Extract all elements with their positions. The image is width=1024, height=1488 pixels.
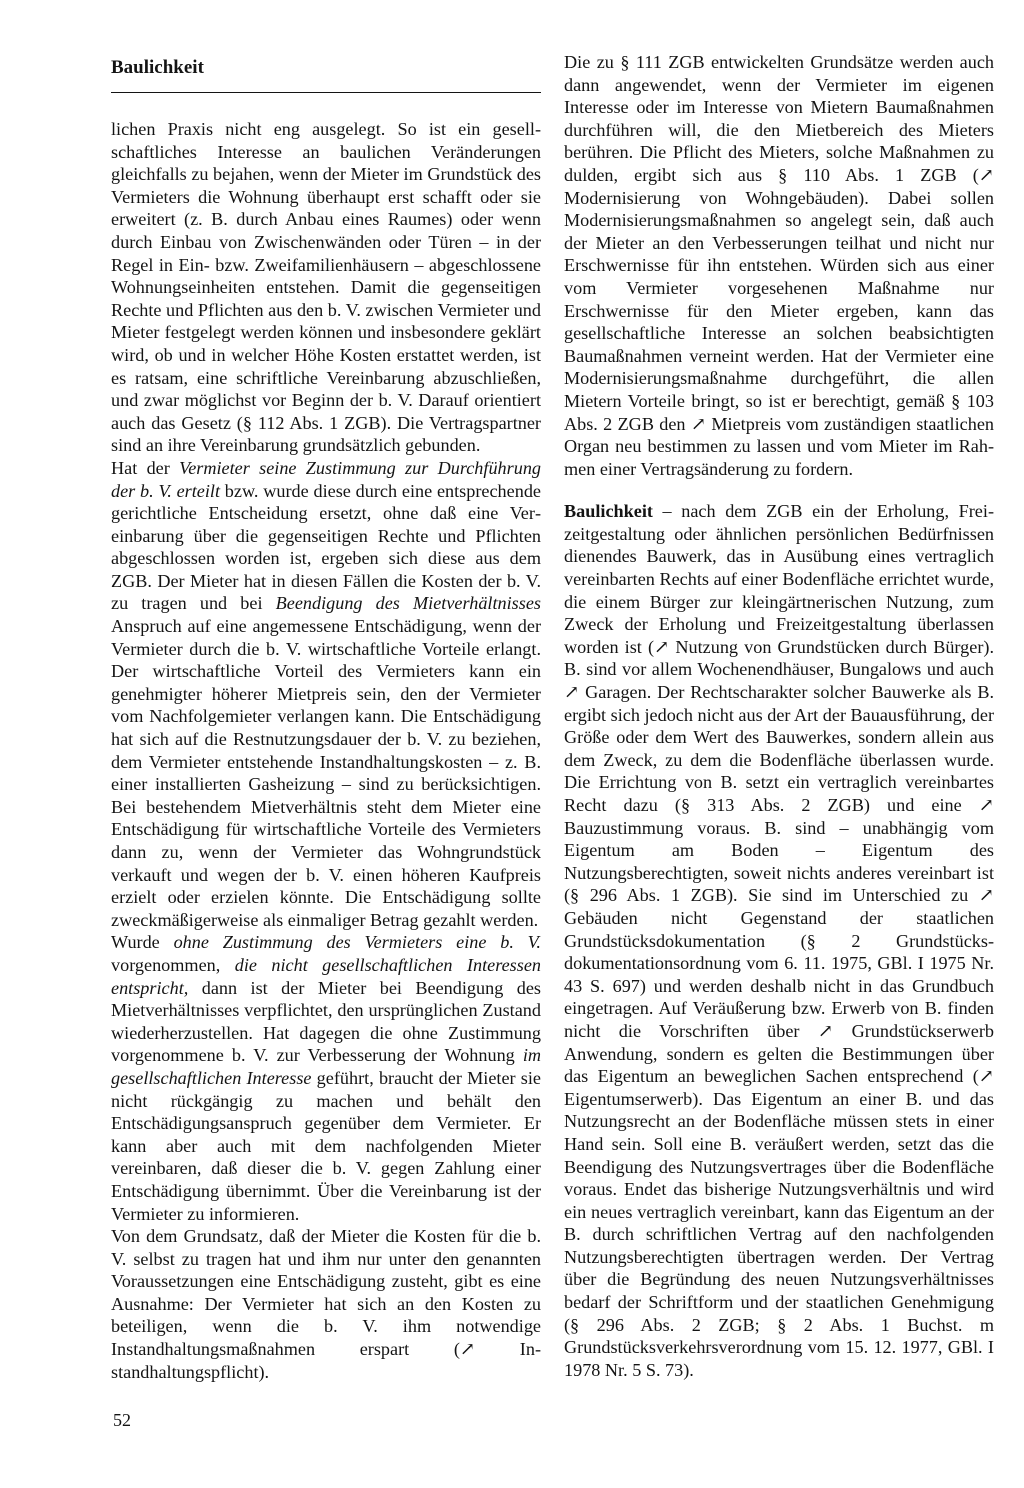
text-run: bzw. wurde diese durch eine entsprechende gerichtliche Entscheidung ersetzt, ohne daß eine Vereinbarung über die gegenseitigen Rechte und Pflichten abgeschlossen worden ist, ergeben sich diese aus dem ZGB. Der Mieter hat in diesen Fällen die Kosten der b. V. zu tragen und bei xyxy=(111,480,541,614)
text-run: dann ist der Mieter bei Beendigung des Mietverhältnisses verpflichtet, den ursprünglichen Zustand wiederherzustellen. Hat dagegen die ohne Zustimmung vorgenommene b. V. zur Verbesserung der Wohnung xyxy=(111,977,541,1066)
paragraph: Die zu § 111 ZGB entwickelten Grundsätze werden auch dann angewendet, wenn der Vermieter im eigenen Interesse oder im Interesse von Mietern Baumaßnahmen durchführen will, die den Mietbereich des Mieters berühren. Die Pflicht des Mieters, solche Maßnahmen zu dulden, ergibt sich aus § 110 Abs. 1 ZGB (↗ Modernisierung von Wohngebäuden). Dabei sollen Modernisierungsmaßnahmen so angelegt sein, daß auch der Mieter an den Verbesserungen teilhat und nicht nur Erschwernisse für ihn entstehen. Würden sich aus einer vom Vermieter vorgesehenen Maßnahme nur Erschwernisse für den Mieter ergeben, kann das gesellschaftliche Interesse an solchen beabsichtigten Baumaßnahmen verneint werden. Hat der Vermieter eine Modernisierungsmaßnahme durchgeführt, die allen Mietern Vorteile bringt, so ist er berechtigt, gemäß § 103 Abs. 2 ZGB den ↗ Mietpreis vom zuständigen staatlichen Organ neu bestimmen zu lassen und vom Mieter im Rahmen einer Vertragsänderung zu fordern. xyxy=(564,52,994,479)
italic-emphasis: Vermieter seine Zustimmung zur Durchführung der b. V. erteilt xyxy=(111,457,542,501)
paragraph: lichen Praxis nicht eng ausgelegt. So ist ein gesellschaftliches Interesse an baulichen Veränderungen gleichfalls zu bejahen, wenn der Mieter im Grundstück des Vermieters die Wohnung überhaupt erst schafft oder sie erweitert (z. B. durch Anbau eines Raumes) oder wenn durch Einbau von Zwischenwänden oder Türen – in der Regel in Ein- bzw. Zweifamilienhäusern – abgeschlossene Wohnungseinheiten entstehen. Damit die gegenseitigen Rechte und Pflichten aus den b. V. zwischen Vermieter und Mieter festgelegt werden können und insbesondere geklärt wird, ob und in welcher Höhe Kosten erstattet werden, ist es ratsam, eine schriftliche Vereinbarung abzuschließen, und zwar möglichst vor Beginn der b. V. Darauf orientiert auch das Gesetz (§ 112 Abs. 1 ZGB). Die Vertragspartner sind an ihre Vereinbarung grundsätzlich gebunden. xyxy=(111,119,541,456)
italic-emphasis: Beendigung des Mietverhältnisses xyxy=(275,593,541,614)
page-number: 52 xyxy=(113,1410,131,1430)
paragraph: Von dem Grundsatz, daß der Mieter die Kosten für die b. V. selbst zu tragen hat und ihm nur unter den genannten Voraussetzungen eine Entschädigung zusteht, gibt es eine Ausnahme: Der Vermieter hat sich an den Kosten zu beteiligen, wenn die b. V. ihm notwendige Instandhaltungsmaßnahmen erspart (↗ Instandhaltungspflicht). xyxy=(111,1226,541,1382)
text-run: Wurde xyxy=(111,932,174,953)
text-run: geführt, braucht der Mieter sie nicht rückgängig zu machen und behält den Entschädigungsanspruch gegenüber dem Vermieter. Er kann aber auch mit dem nachfolgenden Mieter vereinbaren, daß dieser die b. V. gegen Zahlung einer Entschädigung übernimmt. Über die Vereinbarung ist der Vermieter zu informieren. xyxy=(111,1067,541,1224)
dictionary-entry xyxy=(564,500,994,1381)
entry-text: – nach dem ZGB ein der Erholung, Freizeitgestaltung oder ähnlichen persönlichen Bedürfnissen dienendes Bauwerk, das in Ausübung eines vertraglich vereinbarten Rechts auf einer Bodenfläche errichtet wurde, die einem Bürger zur kleingärtnerischen Nutzung, zum Zweck der Erholung und Freizeitgestaltung überlassen worden ist (↗ Nutzung von Grundstücken durch Bürger). B. sind vor allem Wochenendhäuser, Bungalows und auch ↗ Garagen. Der Rechtscharakter solcher Bauwerke als B. ergibt sich jedoch nicht aus der Art der Bauausführung, der Größe oder dem Wert des Bauwerkes, sondern allein aus dem Zweck, zu dem die Bodenfläche überlassen wurde. Die Errichtung von B. setzt ein vertraglich vereinbartes Recht dazu (§ 313 Abs. 2 ZGB) und eine ↗ Bauzustimmung voraus. B. sind – unabhängig vom Eigentum am Boden – Eigentum des Nutzungsberechtigten, soweit nichts anderes vereinbart ist (§ 296 Abs. 1 ZGB). Sie sind im Unterschied zu ↗ Gebäuden nicht Gegenstand der staatlichen Grundstücksdokumentation (§ 2 Grundstücksdokumentationsordnung vom 6. 11. 1975, GBl. I 1975 Nr. 43 S. 697) und werden deshalb nicht in das Grundbuch eingetragen. Auf Veräußerung bzw. Erwerb von B. finden nicht die Vorschriften über ↗ Grundstückserwerb Anwendung, sondern es gelten die Bestimmungen über das Eigentum an beweglichen Sachen entsprechend (↗ Eigentumserwerb). Das Eigentum an einer B. und das Nutzungsrecht an der Bodenfläche müssen stets in einer Hand sein. Soll eine B. veräußert werden, setzt das die Beendigung des Nutzungsvertrages über die Bodenfläche voraus. Endet das bisherige Nutzungsverhältnis und wird ein neues vertraglich vereinbart, kann das Eigentum an der B. durch schriftlichen Vertrag auf den nachfolgenden Nutzungsberechtigten übertragen werden. Der Vertrag über die Begründung des neuen Nutzungsverhältnisses bedarf der Schriftform und der staatlichen Genehmigung (§ 296 Abs. 2 ZGB; § 2 Abs. 1 Buchst. m Grundstücksverkehrsverordnung vom 15. 12. 1977, GBl. I 1978 Nr. 5 S. 73). xyxy=(564,501,994,1380)
right-column xyxy=(564,51,994,1381)
header-rule xyxy=(111,92,541,93)
page-header-title: Baulichkeit xyxy=(111,57,204,78)
text-run: Hat der xyxy=(111,457,180,478)
italic-emphasis: ohne Zustimmung des Vermieters eine b. V. xyxy=(173,932,541,953)
entry-term: Baulichkeit xyxy=(564,501,653,522)
italic-emphasis: im gesellschaftlichen Interesse xyxy=(111,1045,541,1088)
paragraph xyxy=(111,457,541,931)
text-run: vorgenommen, xyxy=(111,954,235,975)
italic-emphasis: die nicht gesellschaftlichen Interessen entspricht, xyxy=(111,954,541,998)
text-run: Anspruch auf eine angemessene Entschädigung, wenn der Vermieter durch die b. V. wirtschaftliche Vorteile erlangt. Der wirtschaftliche Vorteil des Vermieters kann ein genehmigter höherer Mietpreis sein, den der Vermieter vom Nachfolgemieter verlangen kann. Die Entschädigung hat sich auf die Restnutzungsdauer der b. V. zu beziehen, dem Vermieter entstehende Instandhaltungskosten – z. B. einer installierten Gasheizung – sind zu berücksichtigen. Bei bestehendem Mietverhältnis steht dem Mieter eine Entschädigung für wirtschaftliche Vorteile des Vermieters dann zu, wenn der Vermieter das Wohngrundstück verkauft und wegen der b. V. einen höheren Kaufpreis erzielt oder erzielen könnte. Die Entschädigung sollte zweckmäßigerweise als einmaliger Betrag gezahlt werden. xyxy=(111,616,541,930)
left-column xyxy=(111,118,541,1383)
paragraph xyxy=(111,931,541,1225)
